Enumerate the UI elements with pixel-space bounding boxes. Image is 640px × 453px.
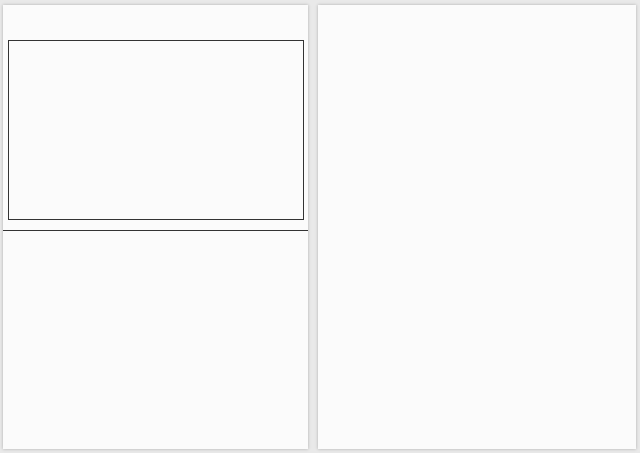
right-page	[318, 5, 636, 449]
members-section	[3, 230, 308, 449]
left-page	[3, 5, 308, 449]
history-box	[8, 40, 304, 220]
